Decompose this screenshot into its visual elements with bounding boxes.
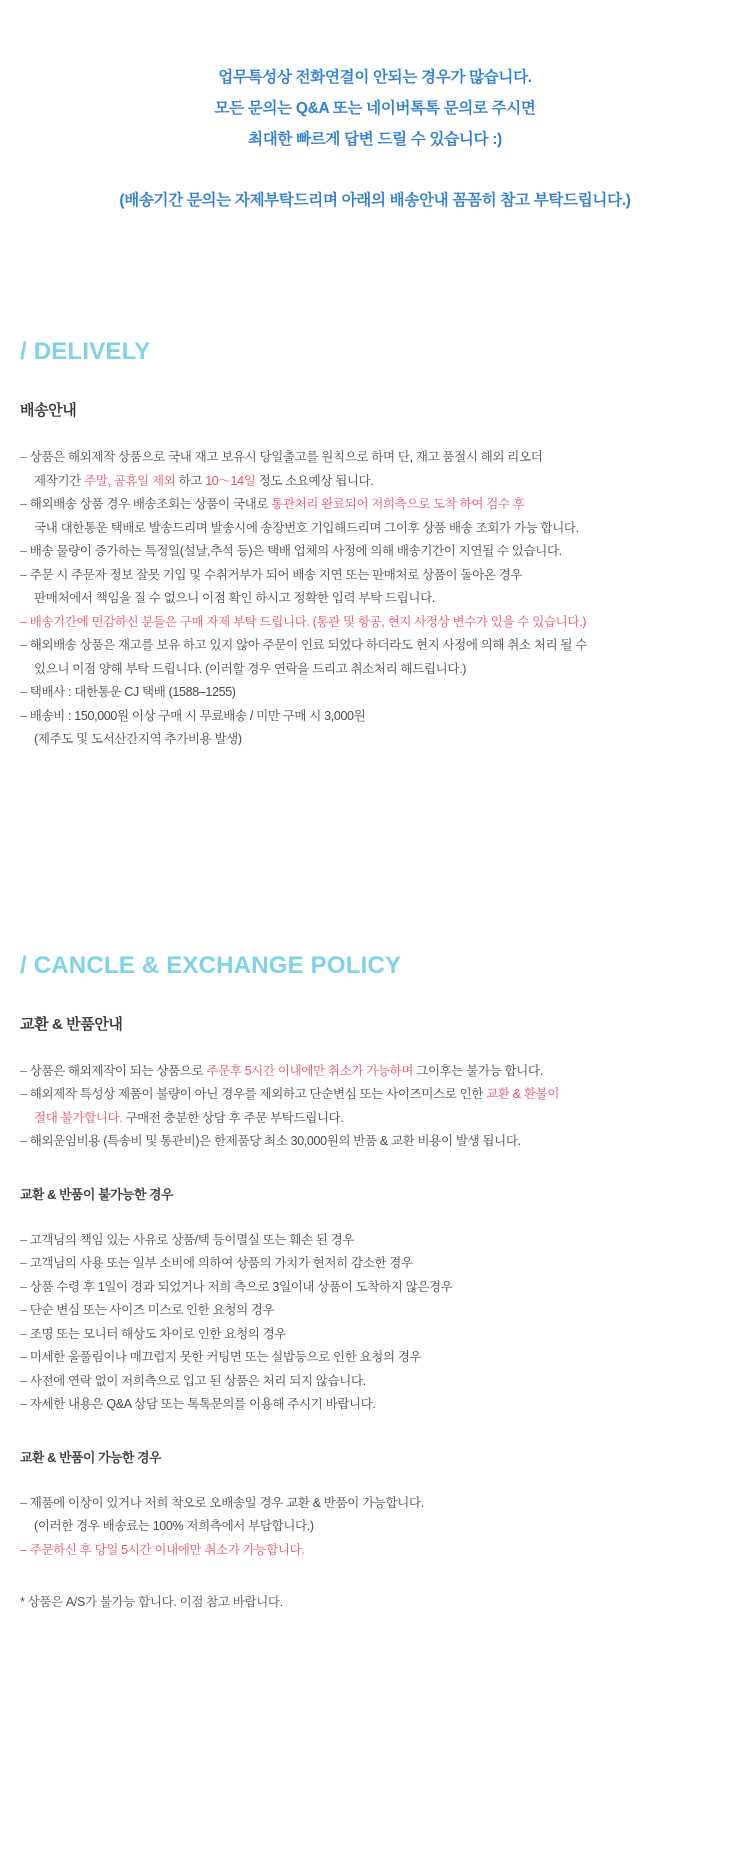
text-run: 판매처에서 책임을 질 수 없으니 이점 확인 하시고 정확한 입력 부탁 드립니다. (34, 591, 435, 605)
list-item (18, 1393, 732, 1417)
text-run: 주문하신 후 당일 5시간 이내에만 취소가 가능합니다. (29, 1542, 305, 1557)
list-item (18, 1492, 732, 1516)
text-run: 교환 & 환불이 (486, 1087, 560, 1101)
text-run: (제주도 및 도서산간지역 추가비용 발생) (34, 732, 242, 746)
list-item (18, 1539, 732, 1563)
notice-line-3: 최대한 빠르게 답변 드릴 수 있습니다 :) (248, 131, 502, 148)
delivery-heading: / DELIVELY (20, 338, 151, 365)
policy-intro-list (18, 1060, 732, 1154)
text-run: 자세한 내용은 Q&A 상담 또는 톡톡문의를 이용해 주시기 바랍니다. (29, 1397, 376, 1411)
list-item (18, 1130, 732, 1154)
text-run: 제작기간 (34, 473, 85, 488)
text-run: 조명 또는 모니터 해상도 차이로 인한 요청의 경우 (29, 1326, 287, 1341)
impossible-list (18, 1229, 732, 1417)
list-item (18, 1323, 732, 1347)
text-run: 10〜14일 (205, 473, 256, 488)
text-run: 해외배송 상품은 재고를 보유 하고 있지 않아 주문이 인료 되었다 하더라도 현지 사정에 의해 취소 처리 될 수 (29, 638, 588, 652)
list-item (18, 587, 732, 611)
delivery-subtitle: 배송안내 (20, 402, 77, 419)
list-item (18, 728, 732, 752)
list-item (18, 517, 732, 541)
text-run: 상품은 해외제작 상품으로 국내 재고 보유시 당일출고를 원칙으로 하며 단, 재고 품절시 해외 리오더 (29, 450, 543, 464)
list-item (18, 1107, 732, 1131)
text-run: 고객님의 책임 있는 사유로 상품/택 등이멸실 또는 훼손 된 경우 (29, 1232, 355, 1247)
notice-line-2: 모든 문의는 Q&A 또는 네이버톡톡 문의로 주시면 (214, 100, 536, 117)
notice-subline: (배송기간 문의는 자제부탁드리며 아래의 배송안내 꼼꼼히 참고 부탁드립니다.) (119, 192, 631, 209)
list-item (18, 611, 732, 635)
possible-title: 교환 & 반품이 가능한 경우 (20, 1449, 162, 1465)
delivery-section (18, 210, 732, 752)
text-run: 주문 시 주문자 정보 잘못 기입 및 수취거부가 되어 배송 지연 또는 판매처로 상품이 돌아온 경우 (29, 567, 523, 582)
text-run: 단순 변심 또는 사이즈 미스로 인한 요청의 경우 (29, 1303, 275, 1317)
list-item (18, 681, 732, 705)
as-footnote: * 상품은 A/S가 불가능 합니다. 이점 참고 바랍니다. (20, 1595, 283, 1609)
list-item (18, 1515, 732, 1539)
text-run: 제품에 이상이 있거나 저희 착오로 오배송일 경우 교환 & 반품이 가능합니다. (29, 1495, 424, 1510)
list-item (18, 1229, 732, 1253)
list-item (18, 564, 732, 588)
text-run: 국내 대한통운 택배로 발송드리며 발송시에 송장번호 기입해드리며 그이후 상품 배송 조회가 가능 합니다. (34, 520, 579, 535)
text-run: 미세한 울풀림이나 매끄럽지 못한 커팅면 또는 실밥등으로 인한 요청의 경우 (29, 1350, 422, 1364)
list-item (18, 1276, 732, 1300)
text-run: 상품 수령 후 1일이 경과 되었거나 저희 측으로 3일이내 상품이 도착하지 않은경우 (29, 1279, 453, 1294)
text-run: 정도 소요예상 됩니다. (255, 473, 374, 488)
text-run: 해외운임비용 (특송비 및 통관비)은 한제품당 최소 30,000원의 반품 & 교환 비용이 발생 됩니다. (29, 1134, 521, 1148)
list-item (18, 705, 732, 729)
text-run: 해외배송 상품 경우 배송조회는 상품이 국내로 (29, 497, 272, 511)
list-item (18, 470, 732, 494)
list-item (18, 634, 732, 658)
text-run: 고객님의 사용 또는 일부 소비에 의하여 상품의 가치가 현저히 감소한 경우 (29, 1256, 413, 1270)
text-run: 배송비 : 150,000원 이상 구매 시 무료배송 / 미만 구매 시 3,000원 (29, 708, 366, 723)
text-run: 주문후 5시간 이내에만 취소가 가능하며 (206, 1063, 414, 1078)
text-run: 통관처리 완료되어 저희측으로 도착 하여 검수 후 (271, 497, 525, 511)
list-item (18, 658, 732, 682)
list-item (18, 540, 732, 564)
list-item (18, 1370, 732, 1394)
text-run: 사전에 연락 없이 저희측으로 입고 된 상품은 처리 되지 않습니다. (29, 1373, 366, 1388)
list-item (18, 1299, 732, 1323)
policy-heading: / CANCLE & EXCHANGE POLICY (20, 951, 402, 979)
top-notice (18, 0, 732, 210)
delivery-list (18, 446, 732, 752)
text-run: 상품은 해외제작이 되는 상품으로 (29, 1063, 207, 1078)
text-run: 있으니 이점 양해 부탁 드립니다. (이러할 경우 연락을 드리고 취소처리 해드립니다.) (34, 661, 467, 676)
text-run: 절대 불가합니다. (34, 1110, 123, 1125)
list-item (18, 1346, 732, 1370)
list-item (18, 1083, 732, 1107)
list-item (18, 493, 732, 517)
text-run: (이러한 경우 배송료는 100% 저희측에서 부담합니다.) (34, 1519, 314, 1533)
text-run: 택배사 : 대한통운 CJ 택배 (1588–1255) (29, 685, 236, 699)
list-item (18, 1252, 732, 1276)
text-run: 배송 물량이 증가하는 특정일(설날,추석 등)은 택배 업체의 사정에 의해 배송기간이 지연될 수 있습니다. (29, 544, 562, 558)
list-item (18, 446, 732, 470)
text-run: 구매전 충분한 상담 후 주문 부탁드립니다. (122, 1110, 344, 1125)
text-run: 주말, 공휴일 제외 (84, 473, 176, 488)
notice-line-1: 업무특성상 전화연결이 안되는 경우가 많습니다. (218, 69, 532, 86)
list-item (18, 1060, 732, 1084)
possible-list (18, 1492, 732, 1563)
text-run: 그이후는 불가능 합니다. (413, 1063, 543, 1078)
impossible-title: 교환 & 반품이 불가능한 경우 (20, 1186, 174, 1202)
text-run: 배송기간에 민감하신 분들은 구매 자제 부탁 드립니다. (통관 및 항공, 현지 사정상 변수가 있을 수 있습니다.) (29, 614, 587, 629)
bottom-spacer (18, 1610, 732, 1730)
text-run: 해외제작 특성상 제품이 불량이 아닌 경우를 제외하고 단순변심 또는 사이즈미스로 인한 (29, 1087, 487, 1101)
policy-subtitle: 교환 & 반품안내 (20, 1015, 123, 1033)
policy-section (18, 752, 732, 1611)
text-run: 하고 (175, 473, 206, 488)
